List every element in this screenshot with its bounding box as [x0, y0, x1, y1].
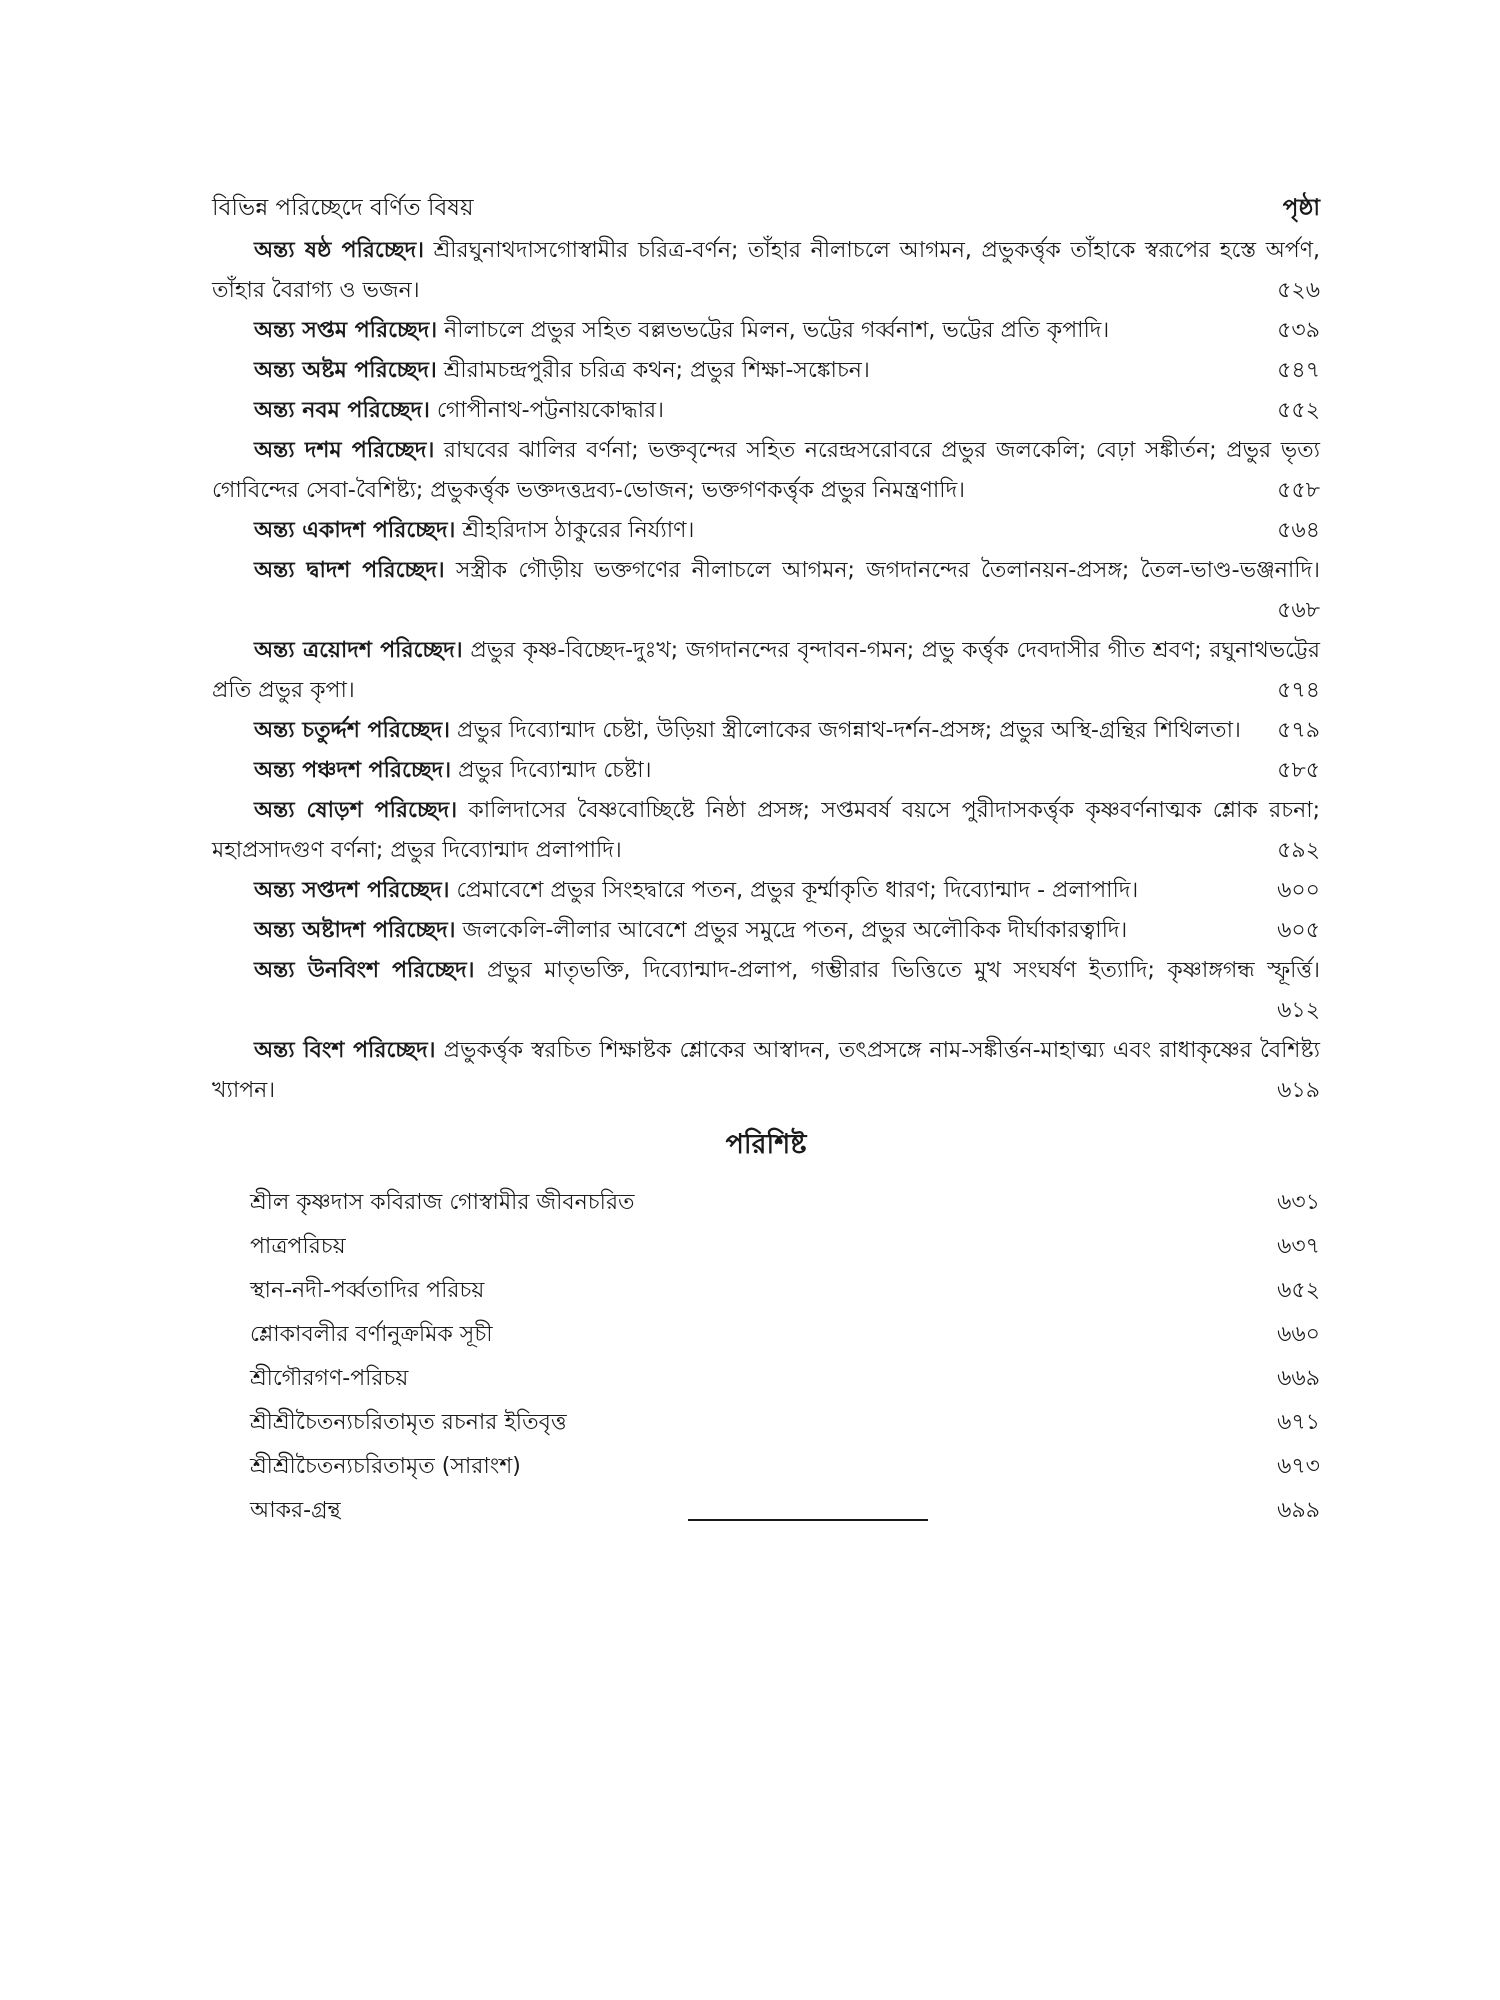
- chapter-title: অন্ত্য অষ্টম পরিচ্ছেদ।: [254, 358, 437, 383]
- chapter-entry: [212, 951, 1320, 1031]
- chapter-entry: [212, 431, 1320, 511]
- chapter-entry: [212, 351, 1320, 391]
- chapter-description: জলকেলি-লীলার আবেশে প্রভুর সমুদ্রে পতন, প্রভুর অলৌকিক দীর্ঘাকারত্বাদি।: [455, 918, 1128, 943]
- header-page-label: পৃষ্ঠা: [1282, 194, 1320, 221]
- chapter-title: অন্ত্য সপ্তম পরিচ্ছেদ।: [254, 318, 438, 343]
- chapter-description: শ্রীহরিদাস ঠাকুরের নির্য্যাণ।: [455, 518, 695, 543]
- chapter-description: রাঘবের ঝালির বর্ণনা; ভক্তবৃন্দের সহিত নরেন্দ্রসরোবরে প্রভুর জলকেলি; বেঢ়া সঙ্কীর্তন; প্রভুর ভৃত্য গোবিন্দের সেবা-বৈশিষ্ট্য; প্রভুকর্ত্তৃক ভক্তদত্তদ্রব্য-ভোজন; ভক্তগণকর্ত্তৃক প্রভুর নিমন্ত্রণাদি।: [212, 438, 1320, 503]
- chapter-description: শ্রীরামচন্দ্রপুরীর চরিত্র কথন; প্রভুর শিক্ষা-সঙ্কোচন।: [436, 358, 870, 383]
- chapter-entry: [212, 751, 1320, 791]
- appendix-item-page: ৬৭৩: [1277, 1454, 1320, 1479]
- chapter-description: প্রভুর দিব্যোন্মাদ চেষ্টা, উড়িয়া স্ত্রীলোকের জগন্নাথ-দর্শন-প্রসঙ্গ; প্রভুর অস্থি-গ্রন্থির শিথিলতা।: [450, 718, 1241, 743]
- page-number: ৬০০: [1277, 878, 1320, 903]
- appendix-item-label: আকর-গ্রন্থ: [250, 1498, 341, 1523]
- page-number: ৫৭৯: [1277, 718, 1320, 743]
- header-subjects-label: বিভিন্ন পরিচ্ছেদে বর্ণিত বিষয়: [212, 194, 474, 221]
- chapter-entry: [212, 711, 1320, 751]
- appendix-item-page: ৬৩১: [1277, 1190, 1320, 1215]
- appendix-item: [250, 1225, 1320, 1269]
- chapter-description: নীলাচলে প্রভুর সহিত বল্লভভট্টের মিলন, ভট্টের গর্ব্বনাশ, ভট্টের প্রতি কৃপাদি।: [437, 318, 1110, 343]
- chapter-entry: [212, 511, 1320, 551]
- chapter-entries: [212, 231, 1320, 1111]
- appendix-item: [250, 1181, 1320, 1225]
- chapter-title: অন্ত্য নবম পরিচ্ছেদ।: [254, 398, 430, 423]
- chapter-description: প্রভুকর্ত্তৃক স্বরচিত শিক্ষাষ্টক শ্লোকের আস্বাদন, তৎপ্রসঙ্গে নাম-সঙ্কীর্ত্তন-মাহাত্ম্য এবং রাধাকৃষ্ণের বৈশিষ্ট্য খ্যাপন।: [212, 1038, 1320, 1103]
- chapter-title: অন্ত্য পঞ্চদশ পরিচ্ছেদ।: [254, 758, 452, 783]
- chapter-title: অন্ত্য বিংশ পরিচ্ছেদ।: [254, 1038, 436, 1063]
- chapter-entry: [212, 871, 1320, 911]
- chapter-entry: [212, 391, 1320, 431]
- chapter-entry: [212, 1031, 1320, 1111]
- toc-header: [212, 185, 1320, 231]
- chapter-description: প্রভুর দিব্যোন্মাদ চেষ্টা।: [451, 758, 652, 783]
- chapter-description: প্রভুর মাতৃভক্তি, দিব্যোন্মাদ-প্রলাপ, গম্ভীরার ভিত্তিতে মুখ সংঘর্ষণ ইত্যাদি; কৃষ্ণাঙ্গগন্ধ স্ফূর্ত্তি।: [474, 958, 1320, 983]
- appendix-item-label: শ্লোকাবলীর বর্ণানুক্রমিক সূচী: [250, 1322, 493, 1347]
- page-number: ৫৭৪: [1277, 678, 1320, 703]
- chapter-title: অন্ত্য চতুর্দ্দশ পরিচ্ছেদ।: [254, 718, 451, 743]
- page-number: ৫৪৭: [1277, 358, 1320, 383]
- chapter-entry: [212, 551, 1320, 631]
- chapter-title: অন্ত্য সপ্তদশ পরিচ্ছেদ।: [254, 878, 450, 903]
- chapter-title: অন্ত্য অষ্টাদশ পরিচ্ছেদ।: [254, 918, 456, 943]
- chapter-title: অন্ত্য একাদশ পরিচ্ছেদ।: [254, 518, 456, 543]
- chapter-entry: [212, 631, 1320, 711]
- appendix-title: পরিশিষ্ট: [725, 1129, 807, 1160]
- chapter-title: অন্ত্য ষষ্ঠ পরিচ্ছেদ।: [254, 238, 424, 263]
- appendix-item-label: স্থান-নদী-পর্ব্বতাদির পরিচয়: [250, 1278, 485, 1303]
- chapter-title: অন্ত্য দশম পরিচ্ছেদ।: [254, 438, 435, 463]
- chapter-title: অন্ত্য উনবিংশ পরিচ্ছেদ।: [254, 958, 475, 983]
- end-rule: [688, 1519, 928, 1521]
- chapter-description: প্রেমাবেশে প্রভুর সিংহদ্বারে পতন, প্রভুর কূর্ম্মাকৃতি ধারণ; দিব্যোন্মাদ - প্রলাপাদি।: [449, 878, 1139, 903]
- chapter-entry: [212, 911, 1320, 951]
- appendix-item-page: ৬৭১: [1277, 1410, 1320, 1435]
- appendix-list: [212, 1181, 1320, 1533]
- appendix-item-page: ৬৬০: [1277, 1322, 1320, 1347]
- chapter-entry: [212, 231, 1320, 311]
- page-number: ৫৩৯: [1277, 318, 1320, 343]
- appendix-item: [250, 1489, 1320, 1533]
- appendix-item-label: শ্রীল কৃষ্ণদাস কবিরাজ গোস্বামীর জীবনচরিত: [250, 1190, 635, 1215]
- page-number: ৫৯২: [1277, 838, 1320, 863]
- chapter-title: অন্ত্য দ্বাদশ পরিচ্ছেদ।: [254, 558, 445, 583]
- page-number: ৫৫৮: [1277, 478, 1320, 503]
- appendix-item-label: শ্রীশ্রীচৈতন্যচরিতামৃত রচনার ইতিবৃত্ত: [250, 1410, 567, 1435]
- chapter-description: সস্ত্রীক গৌড়ীয় ভক্তগণের নীলাচলে আগমন; জগদানন্দের তৈলানয়ন-প্রসঙ্গ; তৈল-ভাণ্ড-ভঞ্জনাদি।: [444, 558, 1320, 583]
- appendix-item-page: ৬৬৯: [1277, 1366, 1320, 1391]
- appendix-item: [250, 1269, 1320, 1313]
- page-number: ৫৫২: [1277, 398, 1320, 423]
- chapter-description: গোপীনাথ-পট্টনায়কোদ্ধার।: [429, 398, 664, 423]
- appendix-item-label: শ্রীগৌরগণ-পরিচয়: [250, 1366, 409, 1391]
- appendix-item-page: ৬৯৯: [1277, 1498, 1320, 1523]
- page-number: ৫৬৪: [1277, 518, 1320, 543]
- page-number: ৫৮৫: [1277, 758, 1320, 783]
- page-number: ৬১২: [1277, 998, 1320, 1023]
- appendix-item-label: শ্রীশ্রীচৈতন্যচরিতামৃত (সারাংশ): [250, 1454, 521, 1479]
- appendix-item-page: ৬৩৭: [1277, 1234, 1320, 1259]
- appendix-item: [250, 1313, 1320, 1357]
- appendix-item: [250, 1401, 1320, 1445]
- appendix-item: [250, 1445, 1320, 1489]
- chapter-description: শ্রীরঘুনাথদাসগোস্বামীর চরিত্র-বর্ণন; তাঁহার নীলাচলে আগমন, প্রভুকর্ত্তৃক তাঁহাকে স্বরূপের হস্তে অর্পণ, তাঁহার বৈরাগ্য ও ভজন।: [212, 238, 1320, 303]
- appendix-item: [250, 1357, 1320, 1401]
- toc-page: [212, 185, 1320, 1533]
- page-number: ৬০৫: [1277, 918, 1320, 943]
- appendix-item-label: পাত্রপরিচয়: [250, 1234, 346, 1259]
- page-number: ৫২৬: [1277, 278, 1320, 303]
- chapter-title: অন্ত্য ত্রয়োদশ পরিচ্ছেদ।: [254, 638, 463, 663]
- chapter-description: প্রভুর কৃষ্ণ-বিচ্ছেদ-দুঃখ; জগদানন্দের বৃন্দাবন-গমন; প্রভু কর্ত্তৃক দেবদাসীর গীত শ্রবণ; রঘুনাথভট্টের প্রতি প্রভুর কৃপা।: [212, 638, 1320, 703]
- chapter-description: কালিদাসের বৈষ্ণবোচ্ছিষ্টে নিষ্ঠা প্রসঙ্গ; সপ্তমবর্ষ বয়সে পুরীদাসকর্ত্তৃক কৃষ্ণবর্ণনাত্মক শ্লোক রচনা; মহাপ্রসাদগুণ বর্ণনা; প্রভুর দিব্যোন্মাদ প্রলাপাদি।: [212, 798, 1321, 863]
- chapter-entry: [212, 791, 1320, 871]
- chapter-title: অন্ত্য ষোড়শ পরিচ্ছেদ।: [254, 798, 458, 823]
- page-number: ৫৬৮: [1277, 598, 1320, 623]
- page-number: ৬১৯: [1277, 1078, 1320, 1103]
- chapter-entry: [212, 311, 1320, 351]
- appendix-item-page: ৬৫২: [1277, 1278, 1320, 1303]
